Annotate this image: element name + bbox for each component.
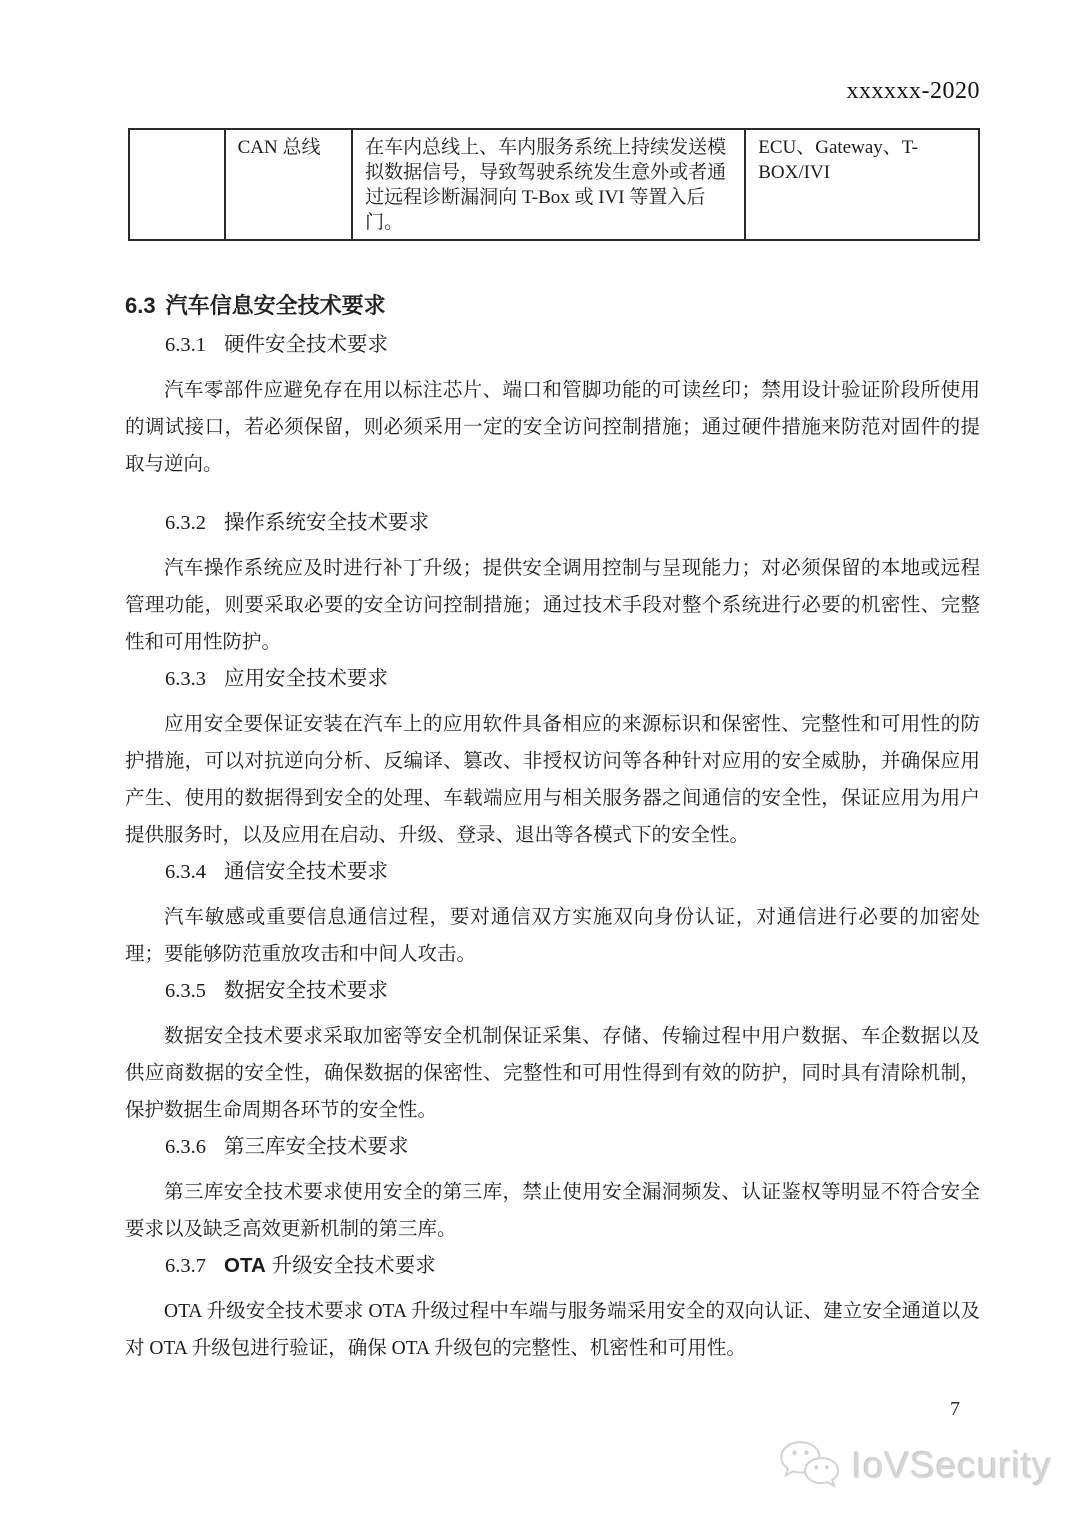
paragraph-app-security: 应用安全要保证安装在汽车上的应用软件具备相应的来源标识和保密性、完整性和可用性的防护措施，可以对抗逆向分析、反编译、篡改、非授权访问等各种针对应用的安全威胁，并确保应用产生、使用的数据得到安全的处理、车载端应用与相关服务器之间通信的安全性，保证应用为用户提供服务时，以及应用在启动、升级、登录、退出等各模式下的安全性。 [125,714,980,846]
subsection-number: 6.3.6 [165,1136,206,1158]
page-header [125,78,980,106]
subsection-title: 应用安全技术要求 [224,668,388,690]
paragraph-communication-security: 汽车敏感或重要信息通信过程，要对通信双方实施双向身份认证，对通信进行必要的加密处理；要能够防范重放攻击和中间人攻击。 [125,907,980,965]
page-content [125,0,980,1367]
section-heading-6-3 [125,293,980,319]
subsection-title: 数据安全技术要求 [224,980,388,1002]
threat-table [128,128,980,241]
wechat-icon [778,1438,844,1494]
subsection-heading-6-3-4 [165,858,980,886]
subsection-title: 第三库安全技术要求 [224,1136,409,1158]
subsection-number: 6.3.4 [165,861,206,883]
subsection-number: 6.3.7 [165,1255,206,1277]
subsection-heading-6-3-7 [165,1252,980,1280]
section-title: 汽车信息安全技术要求 [165,293,386,318]
subsection-heading-6-3-5 [165,977,980,1005]
paragraph-hardware-security: 汽车零部件应避免存在用以标注芯片、端口和管脚功能的可读丝印；禁用设计验证阶段所使用的调试接口，若必须保留，则必须采用一定的安全访问控制措施；通过硬件措施来防范对固件的提取与逆向。 [125,380,980,475]
table-row [129,129,979,240]
table-cell-bus-type: CAN 总线 [225,129,353,240]
subsection-title: 通信安全技术要求 [224,861,388,883]
watermark [778,1438,1052,1494]
subsection-title-bold: OTA [224,1254,266,1277]
subsection-number: 6.3.2 [165,512,206,534]
subsection-title: 升级安全技术要求 [271,1255,436,1277]
subsection-number: 6.3.1 [165,334,206,356]
table-cell-empty [129,129,225,240]
doc-number: xxxxxx-2020 [846,78,980,104]
subsection-number: 6.3.5 [165,980,206,1002]
subsection-heading-6-3-6 [165,1133,980,1161]
paragraph-third-party-library-security: 第三库安全技术要求使用安全的第三库，禁止使用安全漏洞频发、认证鉴权等明显不符合安全要求以及缺乏高效更新机制的第三库。 [125,1182,980,1240]
paragraph-ota-security: OTA 升级安全技术要求 OTA 升级过程中车端与服务端采用安全的双向认证、建立安全通道以及对 OTA 升级包进行验证，确保 OTA 升级包的完整性、机密性和可用性。 [125,1301,980,1359]
page-number: 7 [950,1398,960,1420]
subsection-heading-6-3-2 [165,509,980,537]
paragraph-data-security: 数据安全技术要求采取加密等安全机制保证采集、存储、传输过程中用户数据、车企数据以及供应商数据的安全性，确保数据的保密性、完整性和可用性得到有效的防护，同时具有清除机制，保护数据生命周期各环节的安全性。 [125,1026,980,1121]
table-cell-affected-components: ECU、Gateway、T-BOX/IVI [745,129,979,240]
section-number: 6.3 [125,293,156,318]
subsection-title: 硬件安全技术要求 [224,334,388,356]
subsection-number: 6.3.3 [165,668,206,690]
subsection-heading-6-3-1 [165,331,980,359]
paragraph-os-security: 汽车操作系统应及时进行补丁升级；提供安全调用控制与呈现能力；对必须保留的本地或远程管理功能，则要采取必要的安全访问控制措施；通过技术手段对整个系统进行必要的机密性、完整性和可用性防护。 [125,558,980,653]
watermark-label: IoVSecurity [851,1445,1052,1486]
subsection-heading-6-3-3 [165,665,980,693]
subsection-title: 操作系统安全技术要求 [224,512,429,534]
table-cell-threat-description: 在车内总线上、车内服务系统上持续发送模拟数据信号，导致驾驶系统发生意外或者通过远程诊断漏洞向 T-Box 或 IVI 等置入后门。 [352,129,745,240]
